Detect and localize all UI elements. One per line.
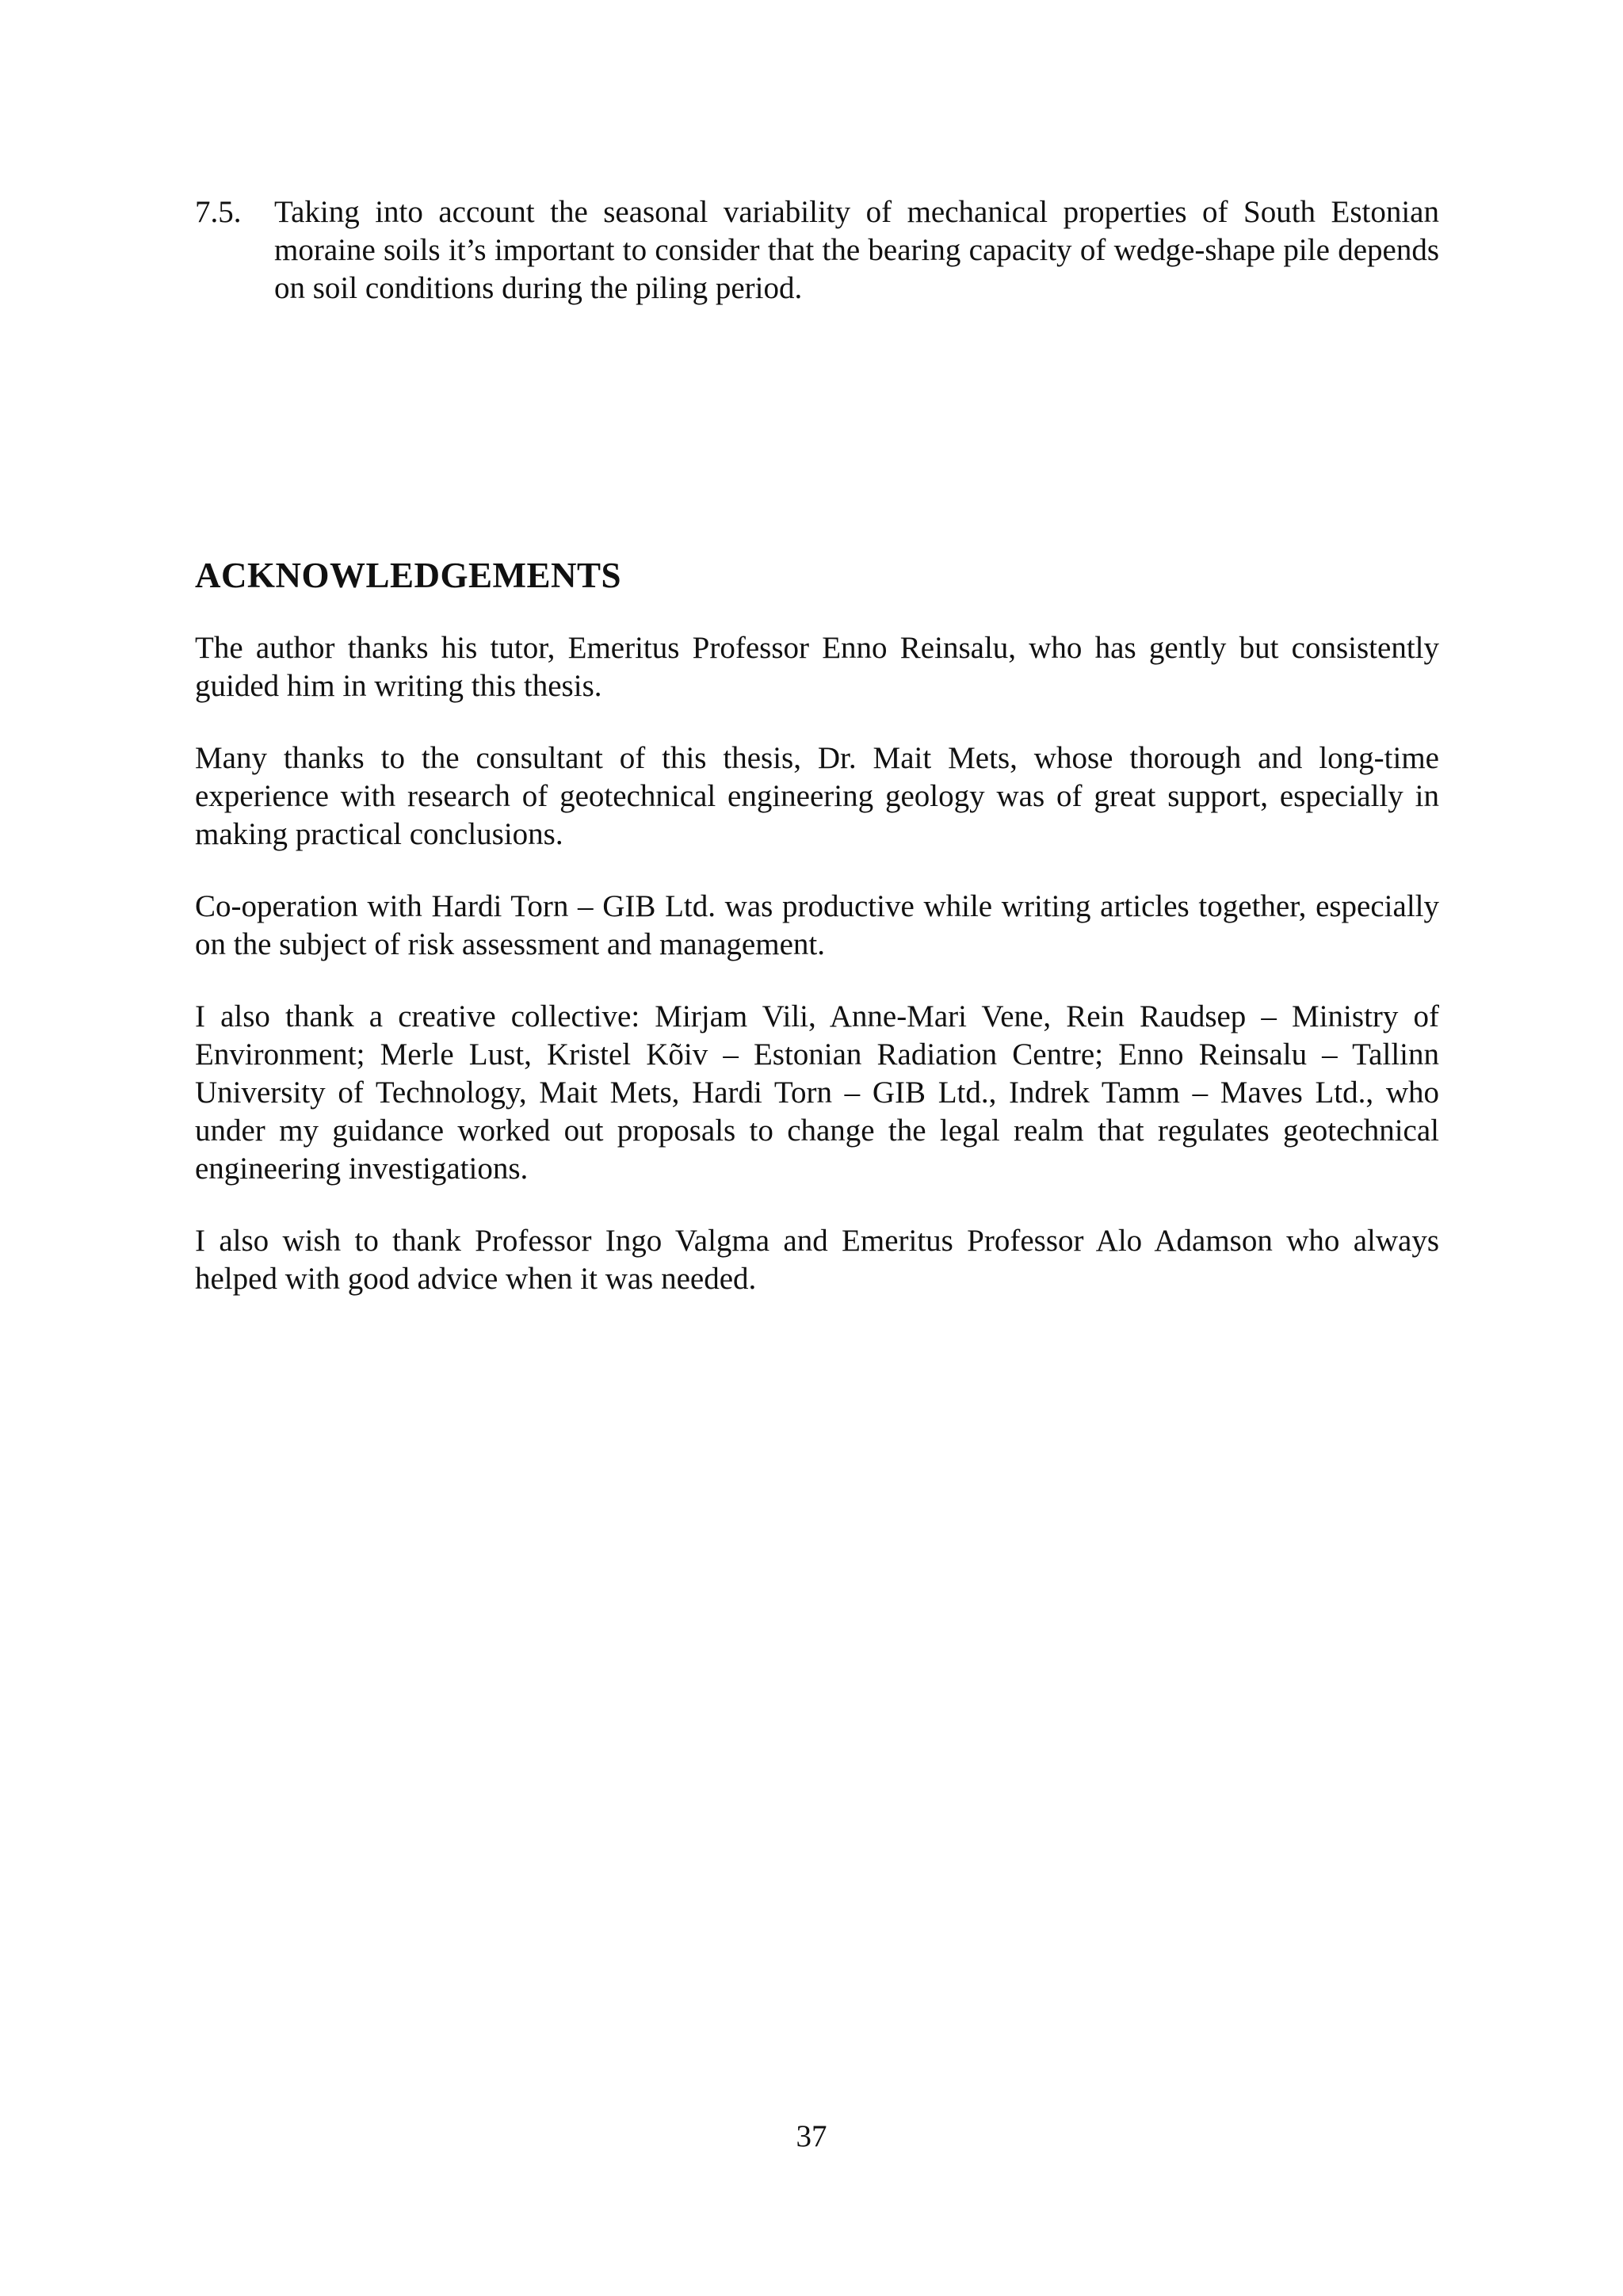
list-item-text: Taking into account the seasonal variability of mechanical properties of South Estonian moraine soils it’s important to consider that the bearing capacity of wedge-shape pile depends on soil conditions during the piling period. — [274, 195, 1439, 305]
list-item-number: 7.5. — [195, 195, 242, 229]
acknowledgements-body — [195, 629, 1439, 1332]
list-item-7-5 — [195, 193, 1439, 308]
acknowledgements-paragraph-professors: I also wish to thank Professor Ingo Valgma and Emeritus Professor Alo Adamson who always helped with good advice when it was needed. — [195, 1224, 1439, 1296]
page-number: 37 — [796, 2119, 827, 2153]
acknowledgements-paragraph-collective: I also thank a creative collective: Mirjam Vili, Anne-Mari Vene, Rein Raudsep – Ministry of Environment; Merle Lust, Kristel Kõiv – Estonian Radiation Centre; Enno Reinsalu – Tallinn University of Technology, Mait Mets, Hardi Torn – GIB Ltd., Indrek Tamm – Maves Ltd., who under my guidance worked out proposals to change the legal realm that regulates geotechnical engineering investigations. — [195, 999, 1439, 1186]
page-content — [195, 193, 1439, 1296]
acknowledgements-paragraph-tutor: The author thanks his tutor, Emeritus Professor Enno Reinsalu, who has gently but consistently guided him in writing this thesis. — [195, 631, 1439, 703]
acknowledgements-paragraph-consultant: Many thanks to the consultant of this thesis, Dr. Mait Mets, whose thorough and long-time experience with research of geotechnical engineering geology was of great support, especially in making practical conclusions. — [195, 741, 1439, 851]
acknowledgements-heading: ACKNOWLEDGEMENTS — [195, 556, 622, 595]
acknowledgements-paragraph-cooperation: Co-operation with Hardi Torn – GIB Ltd. was productive while writing articles together, especially on the subject of risk assessment and management. — [195, 889, 1439, 961]
